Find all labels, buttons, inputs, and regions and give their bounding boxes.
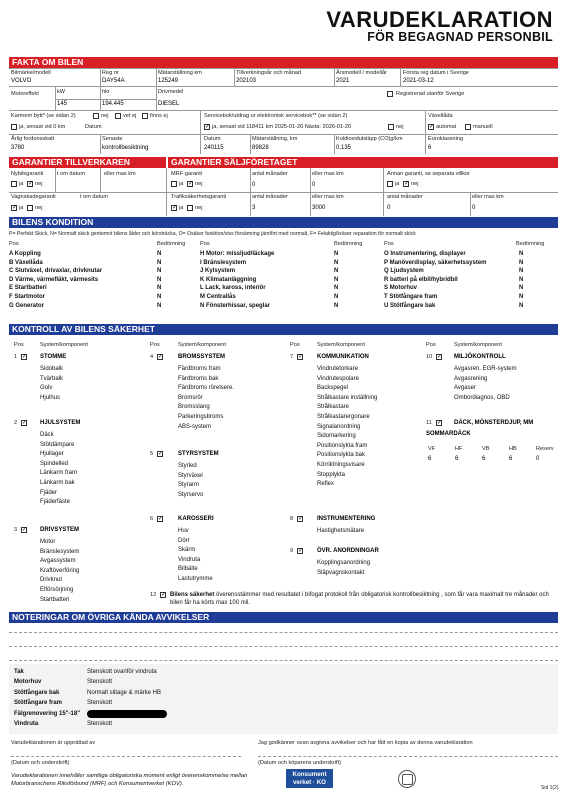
- godkanner-label: Jag godkänner ovan avgivna avvikelser och har fått en kopia av denna varudeklaration: [258, 740, 473, 746]
- redacted-text: [87, 710, 167, 718]
- kondition-row-c: C Slutväxel, drivaxlar, drivknutar: [9, 268, 103, 275]
- tillverkningsar-value: 202103: [236, 78, 257, 84]
- servicebok-label: Servicebok/utdrag ur elektronisk servicebok** (se sidan 2): [204, 113, 348, 119]
- kontroll-system-header-3: System/komponent: [317, 342, 365, 348]
- kontroll-pos-header-4: Pos: [426, 342, 436, 348]
- datum-underskrift-label: (Datum och underskrift): [11, 760, 70, 766]
- kontroll-items-2: Däck Stötdämpare Hjullager Spindelled Länkarm fram Länkarm bak Fjäder Fjäderfäste: [40, 432, 78, 506]
- vaxellada-manuell-checkbox[interactable]: [465, 124, 471, 130]
- kontroll-num-8: 8: [290, 516, 294, 522]
- kamrem-finns-ej-label: finns ej: [150, 113, 168, 119]
- kontroll-title-2: HJULSYSTEM: [40, 420, 81, 426]
- vagnskade-tom-label: t om datum: [80, 194, 108, 200]
- kontroll-items-9: Kopplingsanordning Släpvagnskontakt: [317, 560, 371, 576]
- kontroll-num-2: 2: [14, 420, 18, 426]
- kondition-values-1: N N N N N N N: [157, 251, 162, 309]
- kontroll-checkbox-10[interactable]: [436, 354, 442, 360]
- kontroll-checkbox-3[interactable]: [21, 527, 27, 533]
- dack-header-reserv: Reserv: [536, 446, 554, 452]
- kontroll-title-10: MILJÖKONTROLL: [454, 354, 506, 360]
- kondition-pos-header-1: Pos: [9, 241, 19, 247]
- dack-value-hb: 6: [509, 456, 513, 462]
- senaste-label: Senaste: [102, 136, 123, 142]
- servicebok-nej-checkbox[interactable]: [388, 124, 394, 130]
- mrf-max-label: eller max km: [312, 171, 344, 177]
- fordonsskatt-value: 3780: [11, 145, 25, 151]
- trafik-max-label: eller max km: [312, 194, 344, 200]
- kondition-row-p: P Manöverdisplay, säkerhetssystem: [384, 259, 487, 266]
- regnr-value: DAY54A: [102, 78, 125, 84]
- kontroll-pos-header-3: Pos: [290, 342, 300, 348]
- kontroll-checkbox-5[interactable]: [157, 451, 163, 457]
- kondition-row-f: F Startmotor: [9, 293, 46, 300]
- bilens-sakerhet-text: Bilens säkerhet överensstämmer med resultatet i bifogat protokoll från obligatorisk kontrollbesiktning , som får vara maximalt tre månader och bilen får ha körts max 100 mil.: [170, 592, 549, 606]
- section-fakta-heading: FAKTA OM BILEN: [9, 57, 558, 68]
- datum-kopare-label: (Datum och köparens underskrift): [258, 760, 342, 766]
- annan-nej-label: nej: [411, 181, 419, 187]
- kontroll-checkbox-2[interactable]: [21, 420, 27, 426]
- avvikelser-values: Stenskott ovanför vindruta Stenskott Normalt slitage & märke HB Stenskott Stenskott: [87, 669, 162, 727]
- kamrem-nej-checkbox[interactable]: [93, 113, 99, 119]
- disclaimer-text: Varudeklarationen innehåller samtliga obligatoriska moment enligt överenskommelse mellan Motorbranschens Riksförbund (MRF) och Konsumentverket (KOV).: [11, 773, 248, 787]
- kamrem-ja-label: ja, senast vid 0 km: [19, 124, 66, 130]
- kondition-row-h: H Motor: missljud/läckage: [200, 251, 275, 257]
- trafik-nej-checkbox[interactable]: [187, 205, 193, 211]
- kontroll-num-11: 11: [426, 420, 432, 426]
- mrf-ja-checkbox[interactable]: [171, 181, 177, 187]
- trafik-ja-label: ja: [179, 205, 184, 211]
- kontroll-items-10: Avgasren. EGR-system Avgasrening Avgaser Ombordiagnos, OBD: [454, 366, 517, 401]
- annan-ja-label: ja: [395, 181, 400, 187]
- kontroll-num-7: 7: [290, 354, 294, 360]
- kamrem-finns-ej-checkbox[interactable]: [142, 113, 148, 119]
- vaxellada-label: Växellåda: [428, 113, 453, 119]
- kondition-column-1: [9, 250, 102, 310]
- kontroll-system-header-2: System/komponent: [178, 342, 226, 348]
- kontroll-checkbox-8[interactable]: [297, 516, 303, 522]
- kw-label: kW: [57, 89, 66, 95]
- matarstallning-label: Mätarställning km: [158, 70, 202, 76]
- kontroll-items-6: Huv Dörr Skärm Vindruta Bilbälte Lastutrymme: [178, 528, 213, 582]
- registrerad-utanfor-label: Registrerad utanför Sverige: [396, 91, 465, 97]
- kontroll-checkbox-6[interactable]: [157, 516, 163, 522]
- kamrem-ja-checkbox[interactable]: [11, 124, 17, 130]
- kontroll-checkbox-12[interactable]: [160, 592, 166, 598]
- kondition-row-l: L Lack, kaross, interiör: [200, 285, 266, 292]
- kontroll-title-8: INSTRUMENTERING: [317, 516, 376, 522]
- nybil-nej-label: nej: [35, 181, 43, 187]
- kondition-row-s: S Motorhuv: [384, 285, 418, 292]
- regnr-label: Reg nr: [102, 70, 119, 76]
- arsmodell-label: Årsmodell / modellår: [336, 70, 387, 76]
- kontroll-checkbox-9[interactable]: [297, 548, 303, 554]
- kondition-pos-header-2: Pos: [200, 241, 210, 247]
- dack-value-vf: 6: [428, 456, 432, 462]
- dack-value-reserv: 0: [536, 456, 540, 462]
- vagnskade-ja-label: ja: [19, 205, 24, 211]
- vagnskade-ja-checkbox[interactable]: [11, 205, 17, 211]
- kontroll-title-11: DÄCK, MÖNSTERDJUP, MM: [454, 420, 534, 426]
- senaste-value: kontrollbesiktning: [102, 145, 149, 151]
- kamrem-datum-label: Datum: [85, 124, 102, 130]
- mrf-ja-label: ja: [179, 181, 184, 187]
- drivmedel-value: DIESEL: [158, 101, 180, 107]
- kamrem-vet-ej-label: vet ej: [123, 113, 137, 119]
- mrf-nej-label: nej: [195, 181, 203, 187]
- nybil-ja-checkbox[interactable]: [11, 181, 17, 187]
- dack-value-hf: 6: [455, 456, 459, 462]
- mrf-antal-label: antal månader: [252, 171, 288, 177]
- annan-nej-checkbox[interactable]: [403, 181, 409, 187]
- kondition-bedomning-header-1: Bedömning: [157, 241, 186, 247]
- dack-header-hf: HF: [455, 446, 463, 452]
- kontroll-num-12: 12: [150, 592, 157, 598]
- kontroll-items-3: Motor Bränslesystem Avgassystem Kraftöverföring Drivknut Elförsörjning Startbatteri: [40, 539, 80, 603]
- kontroll-title-9: ÖVR. ANORDNINGAR: [317, 548, 379, 554]
- document-title: VARUDEKLARATION: [326, 7, 553, 32]
- dack-value-vb: 6: [482, 456, 486, 462]
- kontroll-pos-header-1: Pos: [14, 342, 24, 348]
- kontroll-num-10: 10: [426, 354, 433, 360]
- nybil-nej-checkbox[interactable]: [27, 181, 33, 187]
- konsumentverket-logo: Konsument verket · KO: [286, 769, 333, 788]
- forsta-reg-label: Första reg datum i Sverige: [403, 70, 469, 76]
- bilmarke-value: VOLVO: [11, 78, 32, 84]
- trafik-antal-label: antal månader: [252, 194, 288, 200]
- mrf-km-value: 0: [312, 182, 316, 188]
- section-kontroll-heading: KONTROLL AV BILENS SÄKERHET: [9, 324, 558, 335]
- trafik-garanti-label: Trafiksäkerhetsgaranti: [171, 194, 227, 200]
- kondition-legend: P= Perfekt Skick, N= Normalt skick gentemot bilens ålder och körsträcka, O= Osäker funktion/viss försämring jämfört med normalt, F= Felaktig/kräver reparation för normalt skick: [9, 231, 416, 237]
- dack-header-vf: VF: [428, 446, 436, 452]
- kondition-row-k: K Klimatanläggning: [200, 276, 257, 283]
- mrf-manader-value: 0: [252, 182, 256, 188]
- euroklassning-value: 6: [428, 145, 432, 151]
- kontroll-title-7: KOMMUNIKATION: [317, 354, 369, 360]
- kontroll-title-6: KAROSSERI: [178, 516, 214, 522]
- kontroll-checkbox-11[interactable]: [436, 420, 442, 426]
- kontroll-num-6: 6: [150, 516, 154, 522]
- kondition-row-j: J Kylsystem: [200, 268, 236, 275]
- mrf-logo-icon: [398, 770, 416, 788]
- annan-manader-value: 0: [387, 205, 391, 211]
- kondition-bedomning-header-2: Bedömning: [334, 241, 363, 247]
- kontroll-items-4: Färdbroms fram Färdbroms bak Färdbroms rörelsere. Bromsrör Bromsslang Parkeringsbroms ABS-system: [178, 366, 235, 430]
- kw-value: 145: [57, 101, 68, 107]
- kontroll-system-header-4: System/komponent: [454, 342, 502, 348]
- kontroll-num-9: 9: [290, 548, 294, 554]
- motoreffekt-label: Motoreffekt: [11, 91, 39, 97]
- besiktning-datum-label: Datum: [204, 136, 221, 142]
- kondition-row-o: O Instrumentering, displayer: [384, 251, 466, 257]
- kondition-values-2: N N N N N N N: [334, 251, 339, 309]
- besiktning-datum-value: 240115: [204, 145, 224, 151]
- section-noteringar-heading: NOTERINGAR OM ÖVRIGA KÄNDA AVVIKELSER: [9, 612, 558, 623]
- annan-antal-label: antal månader: [387, 194, 423, 200]
- kondition-row-i: I Bränslesystem: [200, 259, 247, 266]
- besiktning-km-value: 89828: [252, 145, 269, 151]
- kondition-row-b: B Växellåda: [9, 259, 43, 266]
- annan-max-label: eller max km: [472, 194, 504, 200]
- dack-header-vb: VB: [482, 446, 490, 452]
- kontroll-num-4: 4: [150, 354, 154, 360]
- vaxellada-automat-checkbox[interactable]: [428, 124, 434, 130]
- kondition-row-n: N Fönsterhissar, speglar: [200, 302, 271, 309]
- nybil-ja-label: ja: [19, 181, 24, 187]
- trafik-km-value: 3000: [312, 205, 326, 211]
- kondition-row-t: T Stötfångare fram: [384, 293, 438, 300]
- bilmarke-label: Bilmärke/modell: [11, 70, 51, 76]
- servicebok-ja-checkbox[interactable]: [204, 124, 210, 130]
- kontroll-title-5: STYRSYSTEM: [178, 451, 219, 457]
- trafik-manader-value: 3: [252, 205, 256, 211]
- besiktning-km-label: Mätarställning, km: [252, 136, 298, 142]
- kontroll-title-3: DRIVSYSTEM: [40, 527, 80, 533]
- nybil-tom-label: t om datum: [57, 171, 85, 177]
- kontroll-checkbox-4[interactable]: [157, 354, 163, 360]
- nybilsgaranti-label: Nybilsgaranti: [11, 171, 44, 177]
- kondition-column-2: [200, 250, 274, 310]
- registrerad-utanfor-checkbox[interactable]: [387, 91, 393, 97]
- kontroll-items-8: Hastighetsmätare: [317, 528, 365, 534]
- dack-header-hb: HB: [509, 446, 517, 452]
- kondition-row-r: R batteri på elbil/hybridbil: [384, 276, 458, 283]
- kondition-pos-header-3: Pos: [384, 241, 394, 247]
- kontroll-checkbox-7[interactable]: [297, 354, 303, 360]
- kamrem-nej-label: nej: [101, 113, 109, 119]
- vaxellada-automat-label: automat: [436, 124, 457, 130]
- kondition-bedomning-header-3: Bedömning: [516, 241, 545, 247]
- avvikelser-labels: Tak Motorhuv Stötfångare bak Stötfångare fram Fälgrenovering 15"-18" Vindruta: [14, 669, 81, 727]
- kontroll-title-1: STOMME: [40, 354, 67, 360]
- kontroll-num-1: 1: [14, 354, 18, 360]
- kondition-row-e: E Startbatteri: [9, 285, 47, 292]
- kontroll-num-3: 3: [14, 527, 18, 533]
- kontroll-title-4: BROMSSYSTEM: [178, 354, 226, 360]
- kondition-column-3: [384, 250, 487, 310]
- section-kondition-heading: BILENS KONDITION: [9, 217, 558, 228]
- trafik-nej-label: nej: [195, 205, 203, 211]
- forsta-reg-value: 2021-03-12: [403, 78, 434, 84]
- kontroll-items-7: Vindrutetorkare Vindrutespolare Backspegel Strålkastare inställning Strålkastare Strålkastarergonare Signalanordning Sidomarkering Positionslykta fram Positionslykta bak Körriktningsvisare Stopplykta Reflex: [317, 366, 378, 488]
- section-garantier-tillverkaren-heading: GARANTIER TILLVERKAREN: [9, 157, 166, 168]
- drivmedel-label: Drivmedel: [158, 89, 184, 95]
- vagnskadegaranti-label: Vagnskadegaranti: [11, 194, 56, 200]
- servicebok-text: ja, senast vid 118411 km 2025-01-20 Nästa: 2026-01-20: [212, 124, 352, 130]
- sommardack-label: SOMMARDÄCK: [426, 431, 471, 437]
- kontroll-pos-header-2: Pos: [150, 342, 160, 348]
- vagnskade-nej-checkbox[interactable]: [27, 205, 33, 211]
- kontroll-items-5: Styrled Styrväxel Styrarm Styrservo: [178, 463, 204, 498]
- kontroll-checkbox-1[interactable]: [21, 354, 27, 360]
- page-number: Sid 1(2): [541, 785, 559, 791]
- tillverkningsar-label: Tillverkningsår och månad: [236, 70, 302, 76]
- servicebok-nej-label: nej: [396, 124, 404, 130]
- kondition-row-q: Q Ljudsystem: [384, 268, 424, 275]
- kondition-row-d: D Värme, värmefläkt, värmesits: [9, 276, 99, 283]
- annan-garanti-label: Annan garanti, se separata villkor: [387, 171, 471, 177]
- koldioxid-label: Koldioxidutsläpp (CO)g/km: [336, 136, 403, 142]
- euroklassning-label: Euroklassning: [428, 136, 464, 142]
- kontroll-num-5: 5: [150, 451, 154, 457]
- annan-km-value: 0: [472, 205, 476, 211]
- upprattad-av-label: Varudeklarationen är upprättad av: [11, 740, 96, 746]
- kondition-row-g: G Generator: [9, 302, 45, 309]
- annan-ja-checkbox[interactable]: [387, 181, 393, 187]
- arsmodell-value: 2021: [336, 78, 350, 84]
- document-subtitle: FÖR BEGAGNAD PERSONBIL: [367, 30, 553, 44]
- kontroll-items-1: Sidobalk Tvärbalk Golv Hjulhus: [40, 366, 64, 401]
- mrf-nej-checkbox[interactable]: [187, 181, 193, 187]
- matarstallning-value: 125249: [158, 78, 179, 84]
- koldioxid-value: 0,135: [336, 145, 352, 151]
- section-garantier-salj-heading: GARANTIER SÄLJFÖRETAGET: [168, 157, 558, 168]
- nybil-max-label: eller max km: [104, 171, 136, 177]
- vagnskade-nej-label: nej: [35, 205, 43, 211]
- kamrem-vet-ej-checkbox[interactable]: [115, 113, 121, 119]
- hkr-value: 194.445: [102, 101, 124, 107]
- kondition-row-u: U Stötfångare bak: [384, 302, 436, 309]
- kamrem-label: Kamrem bytt* (se sidan 2): [11, 113, 76, 119]
- fordonsskatt-label: Årlig fordonsskatt: [11, 136, 55, 142]
- trafik-ja-checkbox[interactable]: [171, 205, 177, 211]
- kondition-row-m: M Centrallås: [200, 293, 236, 300]
- kondition-row-a: A Koppling: [9, 251, 41, 257]
- kondition-values-3: N N N N N N N: [519, 251, 524, 309]
- vaxellada-manuell-label: manuell: [473, 124, 493, 130]
- kontroll-system-header-1: System/komponent: [40, 342, 88, 348]
- mrf-garanti-label: MRF-garanti: [171, 171, 203, 177]
- hkr-label: hkr: [102, 89, 110, 95]
